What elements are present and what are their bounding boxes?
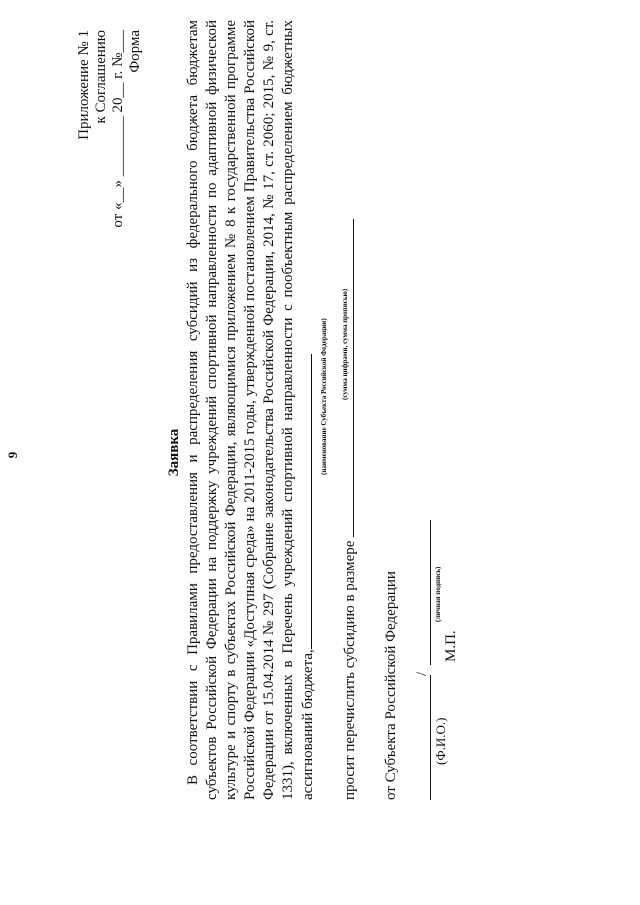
request-text: просит перечислить субсидию в размере <box>342 540 358 800</box>
stamp-label: М.П. <box>443 630 459 662</box>
form-label: Форма <box>127 30 143 73</box>
body-text <box>184 20 318 800</box>
amount-caption: (сумма цифрами, сумма прописью) <box>341 288 349 400</box>
signature-slash: / <box>414 671 430 676</box>
appendix-agreement: к Соглашению <box>93 30 109 124</box>
appendix-date-line: от «__» ________ 20__ г. №___ <box>110 30 126 228</box>
signature-caption: (личная подпись) <box>434 566 442 622</box>
page-number: 9 <box>5 451 20 459</box>
body-paragraph-text: В соответствии с Правилами предоставления и распределения субсидий из федерального бюджета бюджетам субъектов Российской Федерации на поддержку учреждений спортивной направленности по адаптивной физической культуре и спорту в субъектах Российской Федерации, являющимися приложением № 8 к государственной программе Российской Федерации «Доступная среда» на 2011-2015 годы, утвержденной постановлением Правительства Российской Федерации от 15.04.2014 № 297 (Собрание законодательства Российской Федерации, 2014, № 17, ст. 2060; 2015, № 9, ст. 1331), включенных в Перечень учреждений спортивной направленности с пообъектным распределением бюджетных ассигнований бюджета, <box>185 20 316 800</box>
body-paragraph <box>184 20 318 800</box>
from-subject-label: от Субъекта Российской Федерации <box>383 571 399 800</box>
personal-signature-line <box>430 520 431 665</box>
name-signature-line <box>430 675 431 800</box>
appendix-title: Приложение № 1 <box>76 30 92 140</box>
fio-label: (Ф.И.О.) <box>433 717 448 765</box>
subject-name-blank <box>298 354 312 649</box>
document-title: Заявка <box>166 428 182 477</box>
subject-name-caption: (наименование Субъекта Российской Федерации) <box>320 318 328 475</box>
